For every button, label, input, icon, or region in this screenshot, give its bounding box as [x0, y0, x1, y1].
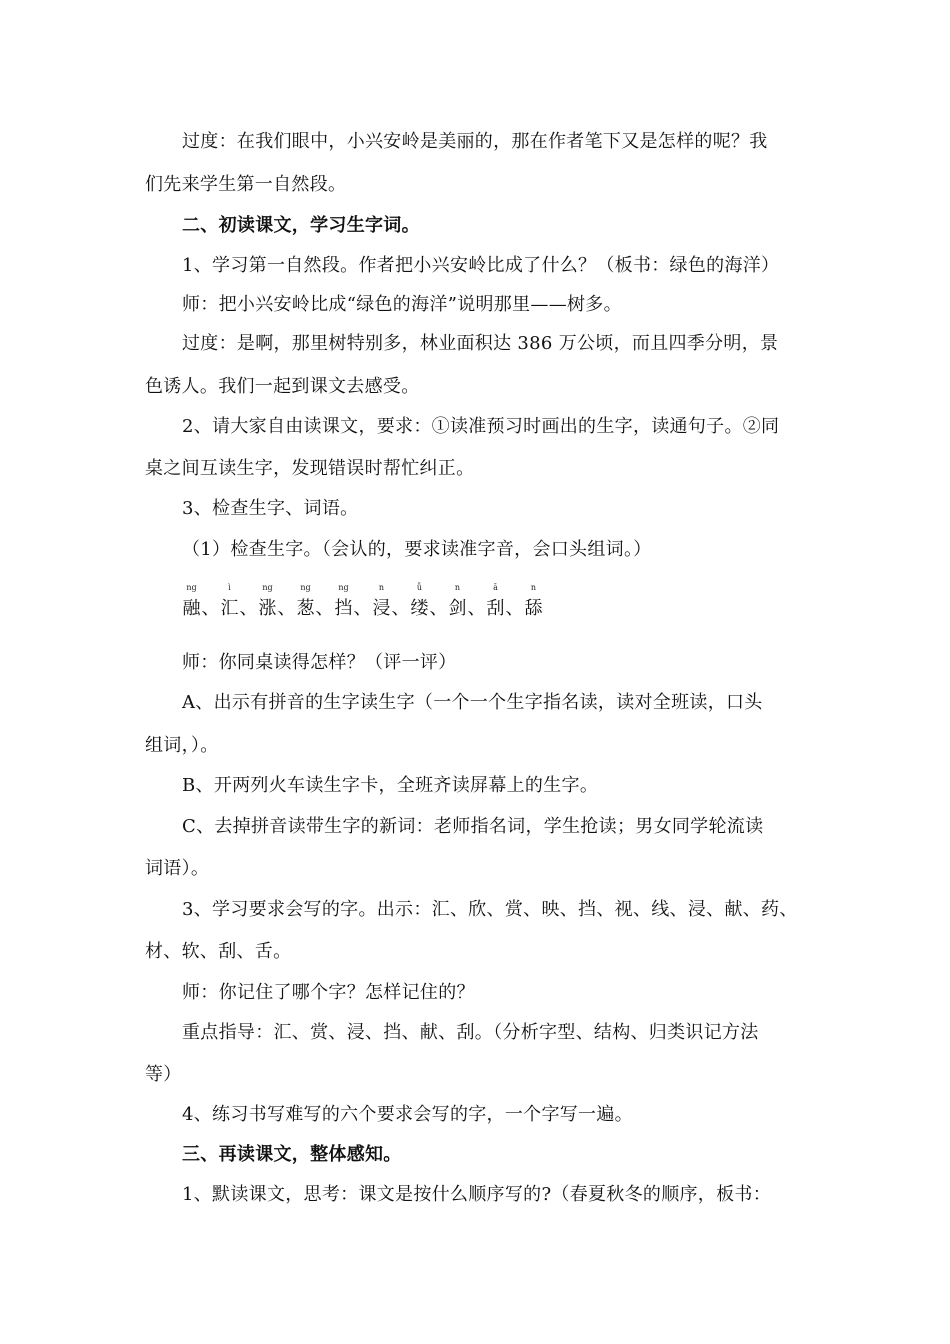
- paragraph-line: 组词，）。: [145, 735, 219, 756]
- paragraph-line: 1、默读课文，思考：课文是按什么顺序写的?（春夏秋冬的顺序，板书：: [182, 1184, 771, 1205]
- separator: 、: [353, 598, 372, 619]
- character-item: [486, 583, 505, 620]
- character: 汇: [220, 598, 239, 619]
- character: 葱: [296, 598, 315, 619]
- character: 涨: [258, 598, 277, 619]
- paragraph-line: 过度：是啊，那里树特别多，林业面积达 386 万公顷，而且四季分明，景: [182, 333, 779, 354]
- paragraph-line: 词语）。: [145, 858, 210, 879]
- character: 融: [182, 598, 201, 619]
- character: 挡: [334, 598, 353, 619]
- pinyin-annotation: ǚ: [416, 583, 423, 592]
- character-item: [410, 583, 429, 620]
- paragraph-line: 色诱人。我们一起到课文去感受。: [145, 376, 420, 397]
- character-item: [372, 583, 391, 620]
- pinyin-annotation: ng: [300, 583, 311, 592]
- pinyin-annotation: n: [454, 583, 461, 592]
- paragraph-line: A、出示有拼音的生字读生字（一个一个生字指名读，读对全班读，口头: [182, 692, 763, 713]
- section-heading: 二、初读课文，学习生字词。: [182, 215, 420, 236]
- pinyin-annotation: ā: [493, 583, 498, 592]
- character-item: [182, 583, 201, 620]
- separator: 、: [239, 598, 258, 619]
- paragraph-line: 4、练习书写难写的六个要求会写的字，一个字写一遍。: [182, 1104, 633, 1125]
- separator: 、: [277, 598, 296, 619]
- separator: 、: [467, 598, 486, 619]
- character-item: [334, 583, 353, 620]
- separator: 、: [201, 598, 220, 619]
- paragraph-line: C、去掉拼音读带生字的新词：老师指名词，学生抢读；男女同学轮流读: [182, 816, 764, 837]
- paragraph-line: 2、请大家自由读课文，要求：①读准预习时画出的生字，读通句子。②同: [182, 416, 780, 437]
- character-item: [220, 583, 239, 620]
- paragraph-line: （1）检查生字。（会认的，要求读准字音，会口头组词。）: [182, 539, 652, 560]
- section-heading: 三、再读课文，整体感知。: [182, 1144, 402, 1165]
- character: 刮: [486, 598, 505, 619]
- character-item: [448, 583, 467, 620]
- character: 剑: [448, 598, 467, 619]
- paragraph-line: 材、软、刮、舌。: [145, 941, 292, 962]
- pinyin-annotation: ì: [228, 583, 231, 592]
- separator: 、: [505, 598, 524, 619]
- paragraph-line: 重点指导：汇、赏、浸、挡、献、刮。（分析字型、结构、归类识记方法: [182, 1022, 759, 1043]
- paragraph-line: 师：把小兴安岭比成“绿色的海洋”说明那里——树多。: [182, 294, 622, 315]
- paragraph-line: 3、学习要求会写的字。出示：汇、欣、赏、映、挡、视、线、浸、献、药、: [182, 899, 798, 920]
- pinyin-annotation: n: [530, 583, 537, 592]
- separator: 、: [391, 598, 410, 619]
- character-item: [524, 583, 543, 620]
- paragraph-line: 师：你记住了哪个字？怎样记住的？: [182, 982, 475, 1003]
- character-list: [182, 583, 543, 620]
- paragraph-line: 们先来学生第一自然段。: [145, 174, 347, 195]
- character: 缕: [410, 598, 429, 619]
- pinyin-annotation: ng: [338, 583, 349, 592]
- pinyin-annotation: ng: [262, 583, 273, 592]
- character-item: [296, 583, 315, 620]
- paragraph-line: 1、学习第一自然段。作者把小兴安岭比成了什么？（板书：绿色的海洋）: [182, 255, 780, 276]
- paragraph-line: 桌之间互读生字，发现错误时帮忙纠正。: [145, 458, 475, 479]
- paragraph-line: B、开两列火车读生字卡，全班齐读屏幕上的生字。: [182, 775, 599, 796]
- character: 舔: [524, 598, 543, 619]
- paragraph-line: 过度：在我们眼中，小兴安岭是美丽的，那在作者笔下又是怎样的呢？我: [182, 131, 768, 152]
- character: 浸: [372, 598, 391, 619]
- paragraph-line: 师：你同桌读得怎样？（评一评）: [182, 652, 457, 673]
- pinyin-annotation: ng: [186, 583, 197, 592]
- paragraph-line: 3、检查生字、词语。: [182, 498, 359, 519]
- pinyin-annotation: n: [378, 583, 385, 592]
- separator: 、: [315, 598, 334, 619]
- paragraph-line: 等）: [145, 1064, 182, 1085]
- separator: 、: [429, 598, 448, 619]
- character-item: [258, 583, 277, 620]
